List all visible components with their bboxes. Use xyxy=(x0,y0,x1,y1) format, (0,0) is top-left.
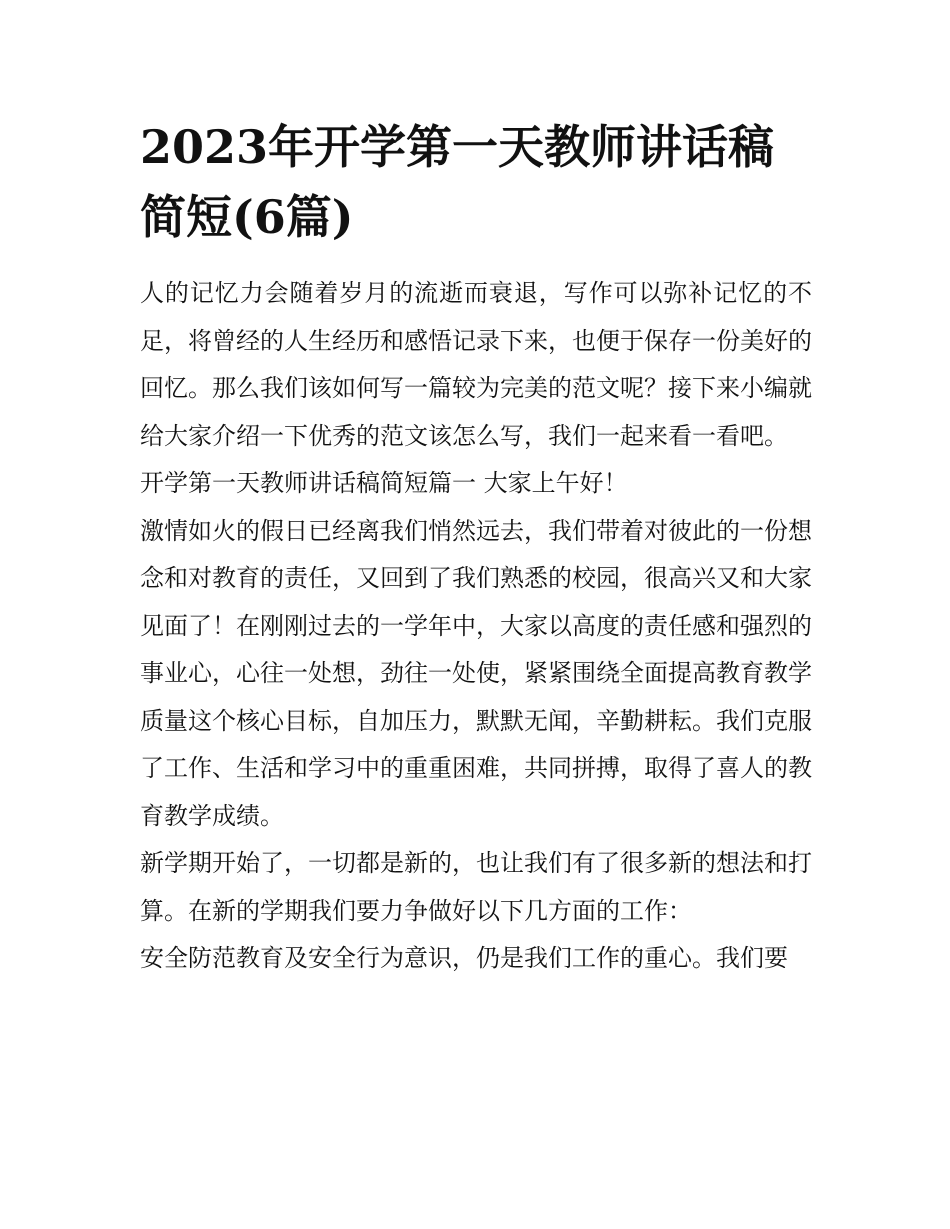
document-title: 2023年开学第一天教师讲话稿简短(6篇) xyxy=(140,120,775,244)
paragraph-body: 激情如火的假日已经离我们悄然远去，我们带着对彼此的一份想念和对教育的责任，又回到了我们熟悉的校园，很高兴又和大家见面了！在刚刚过去的一学年中，大家以高度的责任感和强烈的事业心，心往一处想，劲往一处使，紧紧围绕全面提高教育教学质量这个核心目标，自加压力，默默无闻，辛勤耕耘。我们克服了工作、生活和学习中的重重困难，共同拼搏，取得了喜人的教育教学成绩。 xyxy=(140,516,812,830)
document-body xyxy=(140,112,812,983)
paragraph-intro: 人的记忆力会随着岁月的流逝而衰退，写作可以弥补记忆的不足，将曾经的人生经历和感悟记录下来，也便于保存一份美好的回忆。那么我们该如何写一篇较为完美的范文呢？接下来小编就给大家介绍一下优秀的范文该怎么写，我们一起来看一看吧。 xyxy=(140,279,812,450)
paragraph-body: 安全防范教育及安全行为意识，仍是我们工作的重心。我们要 xyxy=(140,944,788,972)
paragraph-body: 新学期开始了，一切都是新的，也让我们有了很多新的想法和打算。在新的学期我们要力争做好以下几方面的工作： xyxy=(140,849,812,925)
paragraph-section-heading: 开学第一天教师讲话稿简短篇一 大家上午好！ xyxy=(140,469,628,497)
